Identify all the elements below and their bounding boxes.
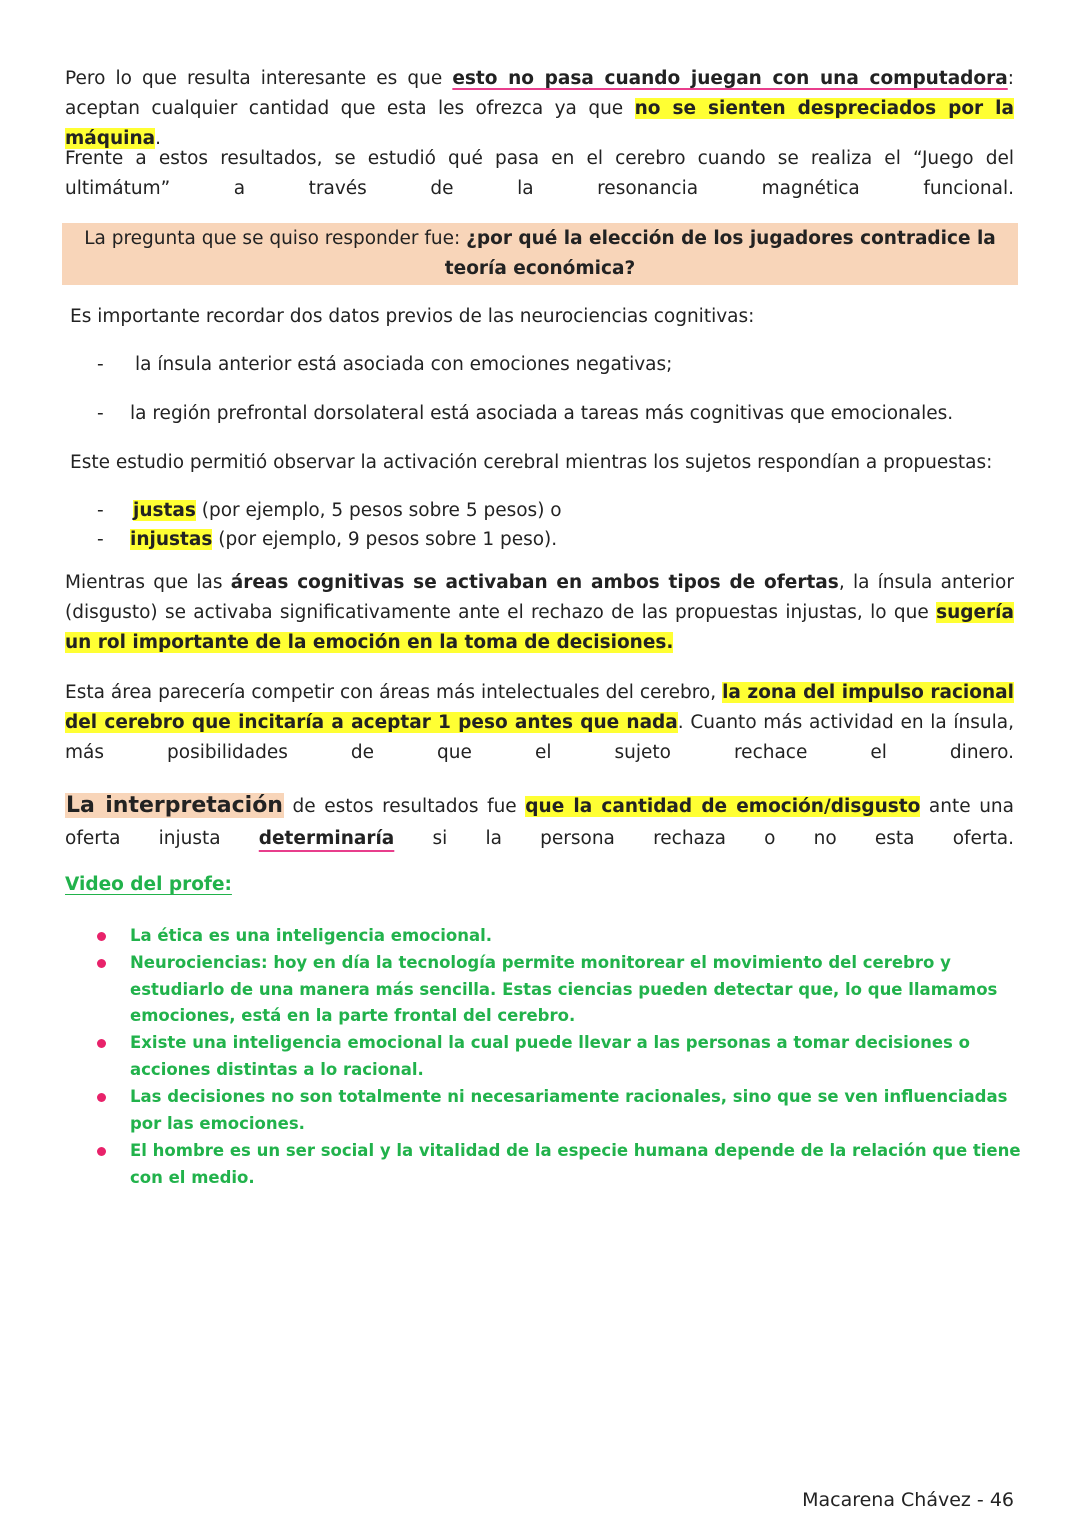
dash-marker: - bbox=[97, 403, 104, 424]
bullet-dot bbox=[97, 1093, 106, 1102]
highlighted-phrase: no se sienten despreciados por la máquina bbox=[65, 98, 1014, 149]
video-bullet-item: Existe una inteligencia emocional la cual puede llevar a las personas a tomar decisiones o acciones distintas a lo racional. bbox=[130, 1033, 970, 1079]
underlined-word: determinaría bbox=[258, 828, 395, 849]
highlighted-phrase: la zona del impulso racional del cerebro que incitaría a aceptar 1 peso antes que nada bbox=[65, 682, 1014, 733]
highlighted-phrase: sugería un rol importante de la emoción en la toma de decisiones. bbox=[65, 602, 1014, 653]
question-box: La pregunta que se quiso responder fue: ¿por qué la elección de los jugadores contradice la teoría económica? bbox=[62, 223, 1018, 285]
dash-marker: - bbox=[97, 500, 104, 521]
offer-item: injustas (por ejemplo, 9 pesos sobre 1 peso). bbox=[130, 529, 558, 550]
bullet-dot bbox=[97, 1147, 106, 1156]
dash-marker: - bbox=[97, 529, 104, 550]
underlined-phrase: esto no pasa cuando juegan con una computadora bbox=[452, 68, 1008, 89]
video-heading: Video del profe: bbox=[65, 874, 232, 895]
bullet-dot bbox=[97, 1039, 106, 1048]
paragraph-computer: Pero lo que resulta interesante es que esto no pasa cuando juegan con una computadora: aceptan cualquier cantidad que esta les ofrezca ya que no se sienten despreciados por la máquina. bbox=[65, 68, 1014, 149]
offer-word: justas bbox=[133, 500, 196, 521]
video-bullet-item: La ética es una inteligencia emocional. bbox=[130, 926, 493, 945]
paragraph-prior-data: Es importante recordar dos datos previos de las neurociencias cognitivas: bbox=[70, 306, 755, 327]
offer-word: injustas bbox=[130, 529, 213, 550]
bullet-dot bbox=[97, 959, 106, 968]
bullet-dot bbox=[97, 932, 106, 941]
video-bullet-item: Neurociencias: hoy en día la tecnología permite monitorear el movimiento del cerebro y estudiarlo de una manera más sencilla. Estas ciencias pueden detectar que, lo que llamamos emociones, está en la parte frontal del cerebro. bbox=[130, 953, 998, 1025]
question-text: ¿por qué la elección de los jugadores contradice la teoría económica? bbox=[444, 228, 996, 279]
paragraph-insula: Mientras que las áreas cognitivas se activaban en ambos tipos de ofertas, la ínsula anterior (disgusto) se activaba significativamente ante el rechazo de las propuestas injustas, lo que sugería un rol importante de la emoción en la toma de decisiones. bbox=[65, 572, 1014, 653]
fact-item: la región prefrontal dorsolateral está asociada a tareas más cognitivas que emocionales. bbox=[130, 403, 954, 424]
video-bullet-item: Las decisiones no son totalmente ni necesariamente racionales, sino que se ven influenciadas por las emociones. bbox=[130, 1087, 1008, 1133]
interpretation-label: La interpretación bbox=[66, 793, 283, 818]
paragraph-study: Este estudio permitió observar la activación cerebral mientras los sujetos respondían a propuestas: bbox=[70, 452, 993, 473]
dash-marker: - bbox=[97, 354, 104, 375]
fact-item: la ínsula anterior está asociada con emociones negativas; bbox=[135, 354, 673, 375]
highlighted-phrase: que la cantidad de emoción/disgusto bbox=[525, 796, 921, 817]
paragraph-interpretation: La interpretación de estos resultados fue que la cantidad de emoción/disgusto ante una oferta injusta determinaría si la persona rechaza o no esta oferta. bbox=[65, 793, 1014, 849]
page-footer: Macarena Chávez - 46 bbox=[802, 1489, 1014, 1511]
paragraph-resonance: Frente a estos resultados, se estudió qué pasa en el cerebro cuando se realiza el “Juego del ultimátum” a través de la resonancia magnética funcional. bbox=[65, 148, 1014, 199]
paragraph-competition: Esta área parecería competir con áreas más intelectuales del cerebro, la zona del impulso racional del cerebro que incitaría a aceptar 1 peso antes que nada. Cuanto más actividad en la ínsula, más posibilidades de que el sujeto rechace el dinero. bbox=[65, 682, 1015, 763]
offer-item: justas (por ejemplo, 5 pesos sobre 5 pesos) o bbox=[133, 500, 562, 521]
video-bullet-item: El hombre es un ser social y la vitalidad de la especie humana depende de la relación que tiene con el medio. bbox=[130, 1141, 1021, 1187]
